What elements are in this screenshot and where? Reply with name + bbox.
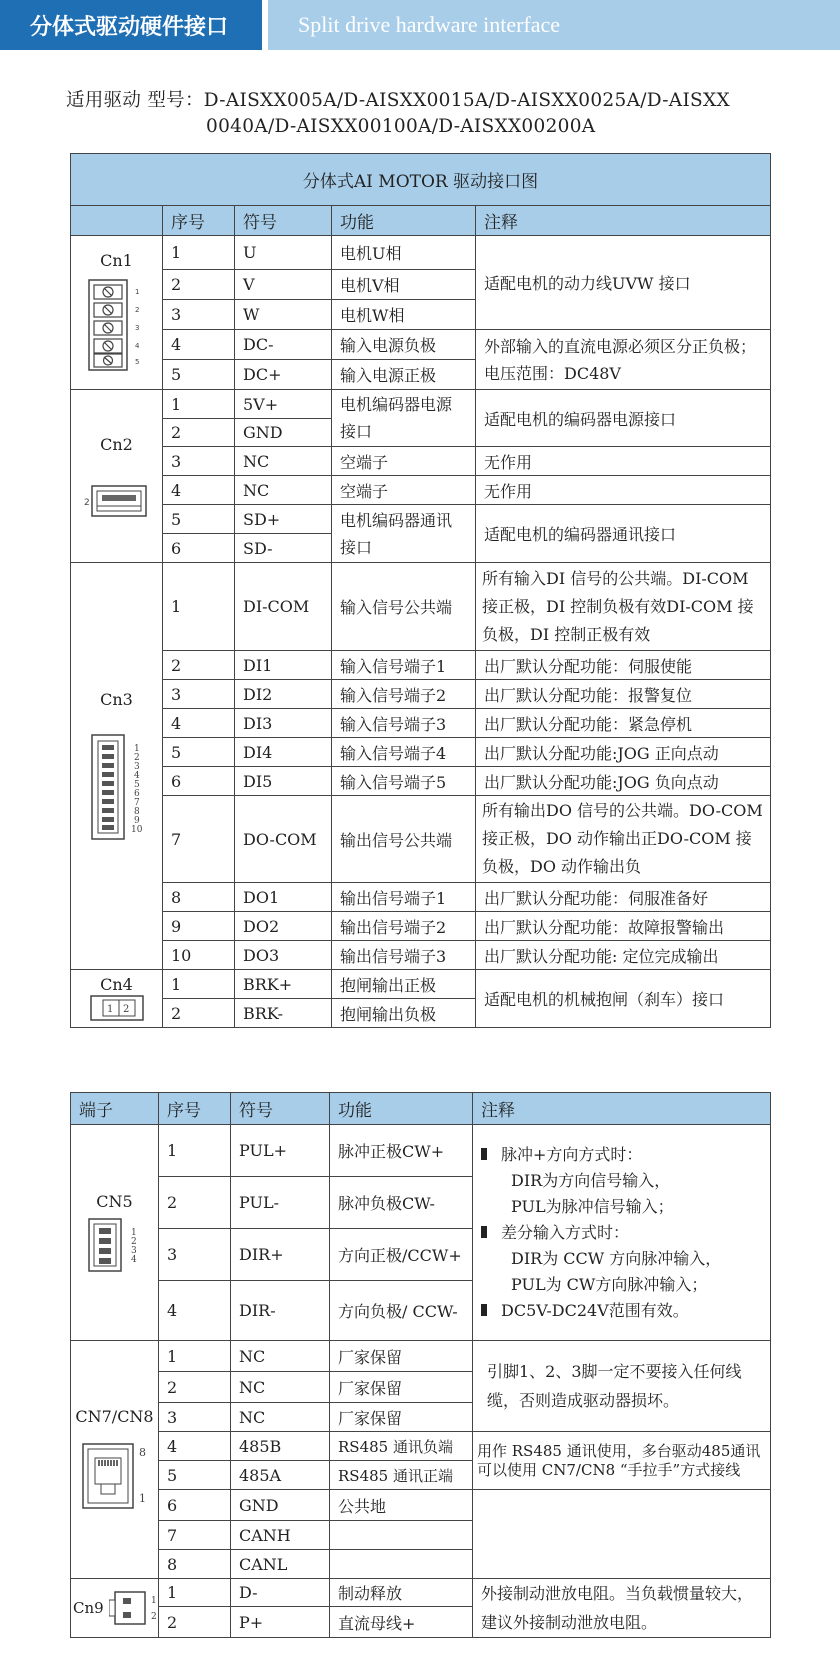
connector-cn3-label: Cn3 [100, 689, 133, 709]
row-symbol: DO1 [235, 883, 332, 912]
header-title-cn: 分体式驱动硬件接口 [0, 0, 262, 50]
row-no: 2 [159, 1177, 231, 1229]
row-function [330, 1521, 473, 1550]
row-function: 方向负极/ CCW- [330, 1281, 473, 1341]
row-function: 电机U相 [332, 236, 476, 270]
row-symbol: NC [231, 1403, 330, 1432]
row-function: 电机V相 [332, 270, 476, 300]
row-symbol: P+ [231, 1607, 330, 1638]
terminal-table [70, 1092, 771, 1638]
row-symbol: CANH [231, 1521, 330, 1550]
row-function: 脉冲负极CW- [330, 1177, 473, 1229]
row-no: 2 [163, 270, 235, 300]
row-function: 输入信号端子5 [332, 767, 476, 796]
row-symbol: SD+ [235, 505, 332, 534]
table2-header-symbol: 符号 [231, 1093, 330, 1125]
row-no: 8 [159, 1550, 231, 1579]
driver-interface-table [70, 153, 771, 1028]
cn3-pin-8-label: 8 [133, 806, 140, 817]
row-note: 适配电机的动力线UVW 接口 [476, 236, 771, 330]
connector-cn4 [71, 970, 163, 1028]
row-symbol: CANL [231, 1550, 330, 1579]
applicable-models [66, 88, 786, 140]
connector-cn2-label: Cn2 [100, 434, 133, 454]
row-note: 出厂默认分配功能:JOG 正向点动 [476, 738, 771, 767]
row-function: 脉冲正极CW+ [330, 1125, 473, 1177]
table1-header-note: 注释 [476, 206, 771, 236]
row-symbol: NC [235, 476, 332, 505]
rj45-port-icon [79, 1440, 151, 1512]
table1-title: 分体式AI MOTOR 驱动接口图 [71, 154, 771, 206]
row-no: 4 [159, 1281, 231, 1341]
row-symbol: DC+ [235, 360, 332, 390]
connector-cn9 [71, 1579, 159, 1638]
row-function: 厂家保留 [330, 1341, 473, 1372]
row-function: RS485 通讯正端 [330, 1461, 473, 1490]
row-symbol: U [235, 236, 332, 270]
cn1-pin-5-label: 5 [134, 358, 139, 366]
cn1-pin-1-label: 1 [134, 288, 139, 296]
cn9-pin-2-label: 2 [150, 1612, 157, 1622]
row-symbol: 485B [231, 1432, 330, 1461]
row-no: 2 [163, 419, 235, 447]
row-no: 1 [163, 970, 235, 999]
row-function: 输出信号端子3 [332, 941, 476, 970]
row-no: 1 [159, 1125, 231, 1177]
table2-header-no: 序号 [159, 1093, 231, 1125]
row-symbol: NC [235, 447, 332, 476]
table2-header-terminal: 端子 [71, 1093, 159, 1125]
row-symbol: DI3 [235, 709, 332, 738]
row-symbol: W [235, 300, 332, 330]
row-function: 电机W相 [332, 300, 476, 330]
table-row [71, 912, 771, 941]
connector-2pin-icon [109, 1588, 159, 1628]
cn5-note-line: 差分输入方式时： [481, 1220, 762, 1246]
header-10pin-icon [82, 731, 152, 843]
terminal-block-5pin-icon [85, 276, 149, 374]
connector-cn7-cn8-label: CN7/CN8 [75, 1407, 154, 1426]
row-function: 方向正极/CCW+ [330, 1229, 473, 1281]
connector-cn9-label: Cn9 [73, 1599, 104, 1617]
row-function: 输入信号端子3 [332, 709, 476, 738]
connector-cn4-label: Cn4 [100, 975, 133, 994]
row-no: 1 [159, 1579, 231, 1607]
row-no: 6 [163, 767, 235, 796]
row-function: 厂家保留 [330, 1372, 473, 1403]
models-line-2: 0040A/D-AISXX00100A/D-AISXX00200A [206, 116, 596, 137]
row-function: 输入信号公共端 [332, 563, 476, 651]
connector-cn7-cn8 [71, 1341, 159, 1579]
cn3-pin-10-label: 10 [130, 824, 142, 835]
row-function: RS485 通讯负端 [330, 1432, 473, 1461]
row-symbol: DO3 [235, 941, 332, 970]
table-row [71, 651, 771, 680]
row-function: 厂家保留 [330, 1403, 473, 1432]
row-note: 出厂默认分配功能：报警复位 [476, 680, 771, 709]
row-note: 出厂默认分配功能: 定位完成输出 [476, 941, 771, 970]
row-function: 输出信号端子1 [332, 883, 476, 912]
row-function: 公共地 [330, 1490, 473, 1521]
row-function: 抱闸输出负极 [332, 999, 476, 1028]
row-function: 电机编码器电源接口 [332, 390, 476, 447]
row-symbol: DI5 [235, 767, 332, 796]
cn3-pin-6-label: 6 [133, 788, 140, 799]
row-function: 输出信号公共端 [332, 796, 476, 883]
row-function: 空端子 [332, 476, 476, 505]
cn5-note-line: PUL为脉冲信号输入； [511, 1196, 674, 1216]
rs485-note: 用作 RS485 通讯使用，多台驱动485通讯可以使用 CN7/CN8 “手拉手”方式接线 [473, 1432, 771, 1490]
row-symbol: V [235, 270, 332, 300]
cn3-pin-7-label: 7 [133, 797, 140, 808]
row-function: 输入电源负极 [332, 330, 476, 360]
row-function: 输出信号端子2 [332, 912, 476, 941]
cn5-note-line: DC5V-DC24V范围有效。 [481, 1298, 762, 1324]
connector-cn5-label: CN5 [96, 1192, 133, 1211]
connector-cn2 [71, 390, 163, 563]
row-note: 出厂默认分配功能：紧急停机 [476, 709, 771, 738]
row-note: 出厂默认分配功能:JOG 负向点动 [476, 767, 771, 796]
row-symbol: DI4 [235, 738, 332, 767]
row-note: 适配电机的编码器电源接口 [476, 390, 771, 447]
row-no: 4 [159, 1432, 231, 1461]
cn5-pin-4-label: 4 [130, 1255, 137, 1265]
row-function: 输入信号端子4 [332, 738, 476, 767]
cn7-pin-8-label: 8 [138, 1446, 146, 1459]
table1-header-blank [71, 206, 163, 236]
table-row [71, 476, 771, 505]
row-symbol: GND [235, 419, 332, 447]
table-row [71, 390, 771, 419]
row-symbol: DO-COM [235, 796, 332, 883]
row-symbol: DI-COM [235, 563, 332, 651]
row-symbol: DI2 [235, 680, 332, 709]
table2-header-note: 注释 [473, 1093, 771, 1125]
row-note: 出厂默认分配功能：故障报警输出 [476, 912, 771, 941]
cn3-pin-4-label: 4 [133, 770, 140, 781]
table-row [71, 563, 771, 651]
row-function [330, 1550, 473, 1579]
table-row [71, 796, 771, 883]
table-row [71, 709, 771, 738]
row-note: 无作用 [476, 476, 771, 505]
cn3-pin-2-label: 2 [133, 752, 140, 763]
row-symbol: DO2 [235, 912, 332, 941]
cn5-pin-3-label: 3 [130, 1246, 137, 1256]
row-no: 3 [159, 1229, 231, 1281]
table-row [71, 941, 771, 970]
row-no: 5 [163, 738, 235, 767]
table-row [71, 970, 771, 999]
row-note: 出厂默认分配功能：伺服使能 [476, 651, 771, 680]
cn9-note: 外接制动泄放电阻。当负载惯量较大，建议外接制动泄放电阻。 [473, 1579, 771, 1638]
table-row [71, 1125, 771, 1177]
table1-header-symbol: 符号 [235, 206, 332, 236]
cn1-pin-4-label: 4 [134, 342, 139, 350]
row-function: 空端子 [332, 447, 476, 476]
row-symbol: GND [231, 1490, 330, 1521]
row-no: 3 [163, 300, 235, 330]
row-note: 外部输入的直流电源必须区分正负极；电压范围：DC48V [476, 330, 771, 390]
cn7-pin-1-label: 1 [138, 1492, 146, 1505]
cn3-pin-3-label: 3 [133, 761, 140, 772]
table1-header-row [71, 206, 771, 236]
table-row [71, 767, 771, 796]
row-symbol: DIR- [231, 1281, 330, 1341]
row-no: 3 [163, 680, 235, 709]
table-row [71, 505, 771, 534]
cn5-note-line: DIR为方向信号输入， [511, 1170, 671, 1190]
row-symbol: BRK- [235, 999, 332, 1028]
table2-header-function: 功能 [330, 1093, 473, 1125]
row-no: 4 [163, 476, 235, 505]
connector-cn1 [71, 236, 163, 390]
cn3-pin-5-label: 5 [133, 779, 140, 790]
row-note: 所有输入DI 信号的公共端。DI-COM 接正极，DI 控制负极有效DI-COM 接负极，DI 控制正极有效 [476, 563, 771, 651]
row-no: 5 [163, 505, 235, 534]
row-function: 直流母线+ [330, 1607, 473, 1638]
cn3-pin-1-label: 1 [133, 743, 140, 754]
cn4-pin-2-label: 2 [122, 1004, 129, 1015]
cn5-note-line: DIR为 CCW 方向脉冲输入， [511, 1248, 722, 1268]
row-function: 输入信号端子2 [332, 680, 476, 709]
row-function: 抱闸输出正极 [332, 970, 476, 999]
row-no: 4 [163, 330, 235, 360]
table-row [71, 1432, 771, 1461]
row-function: 输入信号端子1 [332, 651, 476, 680]
table-row [71, 1579, 771, 1607]
row-note: 无作用 [476, 447, 771, 476]
row-note: 出厂默认分配功能：伺服准备好 [476, 883, 771, 912]
row-no: 9 [163, 912, 235, 941]
table-row [71, 883, 771, 912]
row-no: 10 [163, 941, 235, 970]
cn3-pin-9-label: 9 [133, 815, 140, 826]
row-symbol: NC [231, 1372, 330, 1403]
row-no: 3 [159, 1403, 231, 1432]
row-note-blank [473, 1490, 771, 1579]
table2-header-row [71, 1093, 771, 1125]
row-symbol: 485A [231, 1461, 330, 1490]
row-symbol: PUL- [231, 1177, 330, 1229]
row-note: 所有输出DO 信号的公共端。DO-COM 接正极，DO 动作输出正DO-COM 接负极，DO 动作输出负 [476, 796, 771, 883]
row-no: 2 [163, 651, 235, 680]
table-row [71, 236, 771, 270]
usb-port-icon [84, 484, 150, 518]
table1-title-row [71, 154, 771, 206]
row-no: 5 [163, 360, 235, 390]
row-symbol: DIR+ [231, 1229, 330, 1281]
row-no: 3 [163, 447, 235, 476]
row-no: 2 [163, 999, 235, 1028]
row-symbol: D- [231, 1579, 330, 1607]
cn1-pin-3-label: 3 [134, 324, 139, 332]
cn5-note [473, 1125, 771, 1341]
row-function: 输入电源正极 [332, 360, 476, 390]
row-no: 2 [159, 1607, 231, 1638]
table-row [71, 1341, 771, 1372]
row-note: 适配电机的编码器通讯接口 [476, 505, 771, 563]
table-row [71, 738, 771, 767]
row-no: 1 [163, 236, 235, 270]
header-title-en: Split drive hardware interface [268, 0, 840, 50]
table-row [71, 330, 771, 360]
cn4-pin-1-label: 1 [106, 1004, 113, 1015]
connector-cn5 [71, 1125, 159, 1341]
models-line-1: 适用驱动 型号：D-AISXX005A/D-AISXX0015A/D-AISXX0025A/D-AISXX [66, 90, 730, 111]
cn9-pin-1-label: 1 [150, 1596, 157, 1606]
row-no: 5 [159, 1461, 231, 1490]
nc-warning-note: 引脚1、2、3脚一定不要接入任何线缆，否则造成驱动器损坏。 [473, 1341, 771, 1432]
row-no: 1 [163, 563, 235, 651]
row-no: 4 [163, 709, 235, 738]
row-symbol: DC- [235, 330, 332, 360]
row-symbol: DI1 [235, 651, 332, 680]
cn5-note-line: 脉冲+方向方式时： [481, 1142, 762, 1168]
cn1-pin-2-label: 2 [134, 306, 139, 314]
table-row [71, 447, 771, 476]
row-no: 6 [159, 1490, 231, 1521]
connector-2pin-icon [87, 994, 147, 1022]
table-row [71, 1490, 771, 1521]
table1-header-function: 功能 [332, 206, 476, 236]
row-symbol: SD- [235, 534, 332, 563]
row-symbol: PUL+ [231, 1125, 330, 1177]
row-function: 制动释放 [330, 1579, 473, 1607]
row-function: 电机编码器通讯接口 [332, 505, 476, 563]
row-no: 1 [159, 1341, 231, 1372]
table-row [71, 680, 771, 709]
row-note: 适配电机的机械抱闸（刹车）接口 [476, 970, 771, 1028]
row-no: 7 [159, 1521, 231, 1550]
header-4pin-icon [81, 1217, 149, 1273]
row-no: 2 [159, 1372, 231, 1403]
connector-cn3 [71, 563, 163, 970]
cn2-pin-label: 2 [83, 497, 90, 508]
cn5-pin-1-label: 1 [130, 1228, 137, 1238]
row-no: 6 [163, 534, 235, 563]
row-no: 8 [163, 883, 235, 912]
row-no: 1 [163, 390, 235, 419]
cn5-pin-2-label: 2 [130, 1237, 137, 1247]
table1-header-no: 序号 [163, 206, 235, 236]
cn5-note-line: PUL为 CW方向脉冲输入； [511, 1274, 708, 1294]
row-symbol: BRK+ [235, 970, 332, 999]
connector-cn1-label: Cn1 [100, 251, 133, 270]
row-symbol: NC [231, 1341, 330, 1372]
row-no: 7 [163, 796, 235, 883]
row-symbol: 5V+ [235, 390, 332, 419]
